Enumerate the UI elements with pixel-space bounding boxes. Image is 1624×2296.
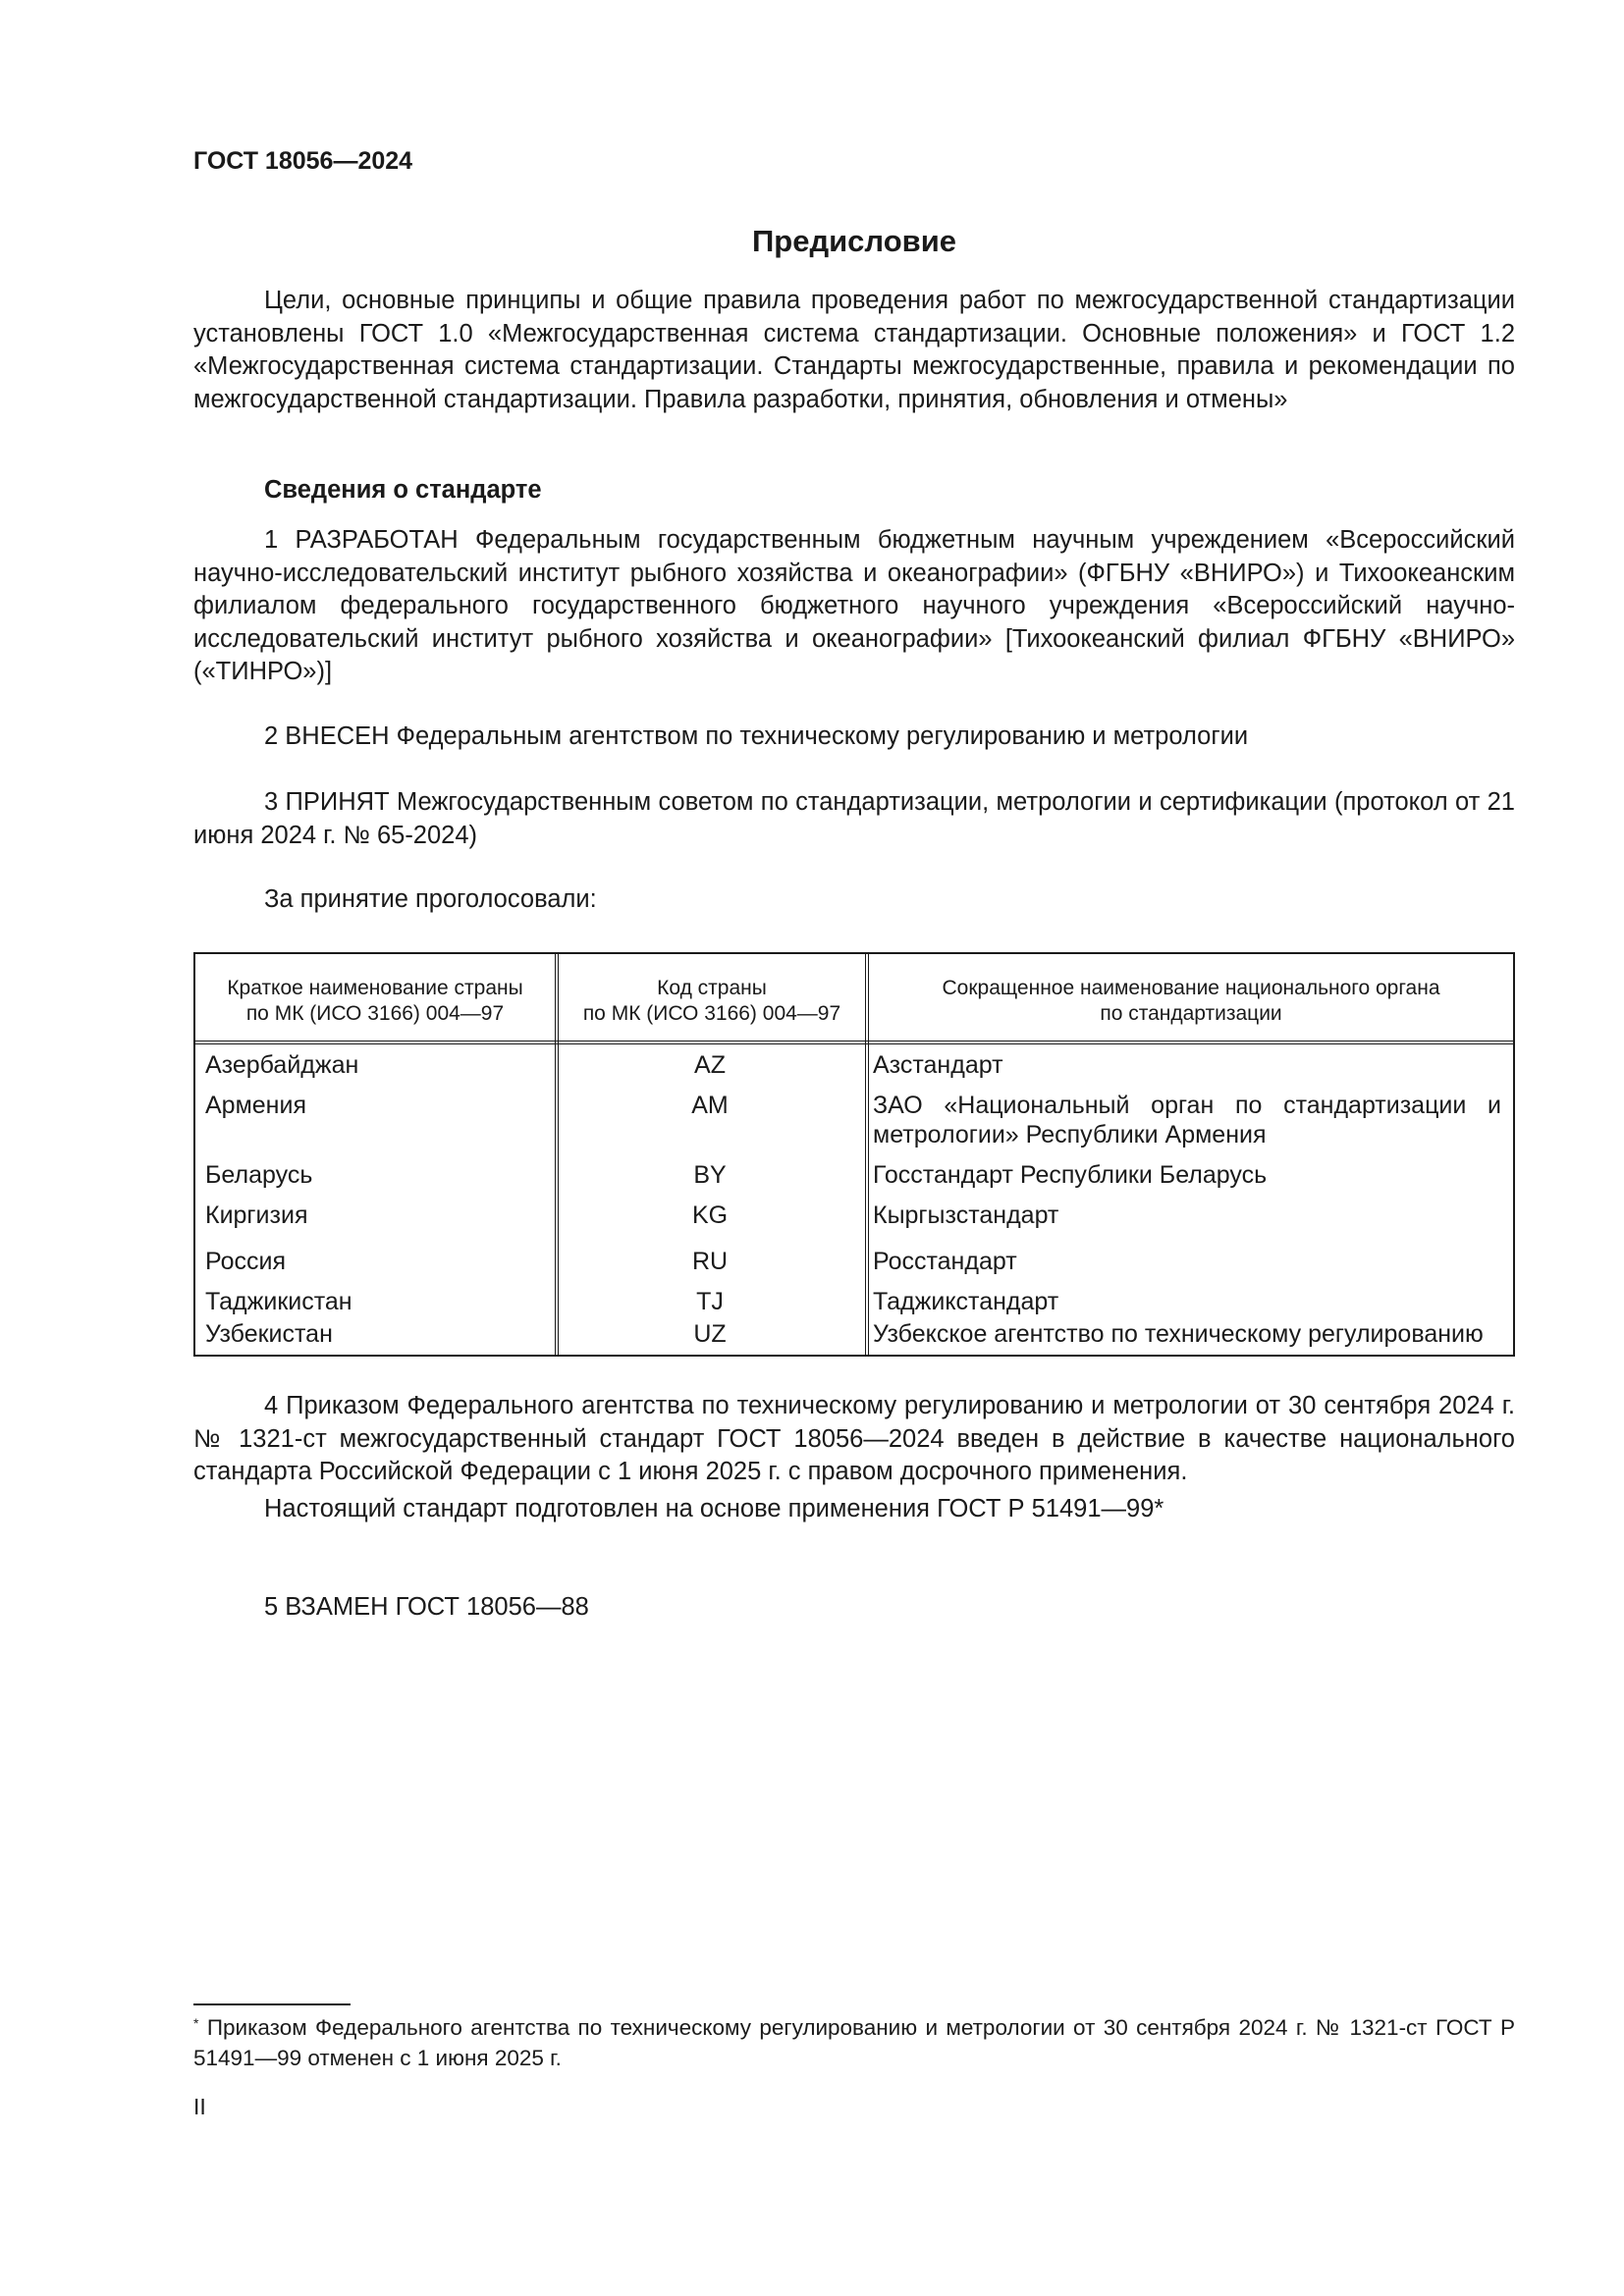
table-cell-country: Азербайджан bbox=[205, 1051, 359, 1079]
footnote bbox=[193, 2012, 1515, 2073]
table-cell-country: Узбекистан bbox=[205, 1320, 333, 1348]
table-cell-code: UZ bbox=[693, 1320, 727, 1348]
table-cell-body: Кыргызстандарт bbox=[873, 1201, 1059, 1229]
voted-label: За принятие проголосовали: bbox=[264, 885, 597, 913]
table-cell-country: Россия bbox=[205, 1248, 286, 1275]
table-cell-body: Госстандарт Республики Беларусь bbox=[873, 1161, 1268, 1189]
footnote-mark: * bbox=[193, 2015, 199, 2031]
voting-table bbox=[193, 952, 1515, 1357]
footnote-divider bbox=[193, 2003, 351, 2005]
intro-paragraph: Цели, основные принципы и общие правила проведения работ по межгосударственной стандартизации установлены ГОСТ 1.0 «Межгосударственная система стандартизации. Основные положения» и ГОСТ 1.2 «Межгосударственная система стандартизации. Стандарты межгосударственные, правила и рекомендации по межгосударственной стандартизации. Правила разработки, принятия, обновления и отмены» bbox=[193, 287, 1515, 413]
table-cell-code: RU bbox=[691, 1248, 729, 1275]
column-header-body: Сокращенное наименование национального органа по стандартизации bbox=[942, 977, 1440, 1025]
table-cell-code: KG bbox=[691, 1201, 729, 1229]
item-3-adopted: 3 ПРИНЯТ Межгосударственным советом по стандартизации, метрологии и сертификации (протокол от 21 июня 2024 г. № 65-2024) bbox=[193, 788, 1515, 849]
table-cell-country: Таджикистан bbox=[205, 1288, 352, 1315]
item-2-submitted: 2 ВНЕСЕН Федеральным агентством по техническому регулированию и метрологии bbox=[264, 722, 1249, 750]
document-header: ГОСТ 18056—2024 bbox=[193, 147, 413, 175]
page-title: Предисловие bbox=[751, 224, 956, 258]
page-number: II bbox=[193, 2094, 206, 2119]
table-cell-code: BY bbox=[693, 1161, 727, 1189]
item-5-replaces: 5 ВЗАМЕН ГОСТ 18056—88 bbox=[264, 1593, 589, 1621]
column-header-code: Код страны по МК (ИСО 3166) 004—97 bbox=[582, 977, 841, 1025]
item-4-order: 4 Приказом Федерального агентства по техническому регулированию и метрологии от 30 сентября 2024 г. № 1321-ст межгосударственный стандарт ГОСТ 18056—2024 введен в действие в качестве национального стандарта Российской Федерации с 1 июня 2025 г. с правом досрочного применения. bbox=[193, 1392, 1515, 1485]
table-cell-body: Азстандарт bbox=[873, 1051, 1003, 1079]
item-4-basis-note: Настоящий стандарт подготовлен на основе применения ГОСТ Р 51491—99* bbox=[264, 1495, 1164, 1522]
table-cell-country: Армения bbox=[205, 1092, 306, 1119]
item-1-developed: 1 РАЗРАБОТАН Федеральным государственным бюджетным научным учреждением «Всероссийский научно-исследовательский институт рыбного хозяйства и океанографии» (ФГБНУ «ВНИРО») и Тихоокеанским филиалом федерального государственного бюджетного научного учреждения «Всероссийский научно-исследовательский институт рыбного хозяйства и океанографии» [Тихоокеанский филиал ФГБНУ «ВНИРО» («ТИНРО»)] bbox=[193, 526, 1515, 685]
footnote-text: Приказом Федерального агентства по техническому регулированию и метрологии от 30 сентября 2024 г. № 1321-ст ГОСТ Р 51491—99 отменен с 1 июня 2025 г. bbox=[193, 2015, 1515, 2070]
header-divider bbox=[195, 1041, 1513, 1044]
table-cell-code: AZ bbox=[694, 1051, 726, 1079]
table-cell-body: Таджикстандарт bbox=[873, 1288, 1059, 1315]
table-cell-code: AM bbox=[691, 1092, 729, 1119]
table-cell-country: Беларусь bbox=[205, 1161, 313, 1189]
table-cell-body: ЗАО «Национальный орган по стандартизации и метрологии» Республики Армения bbox=[873, 1092, 1501, 1148]
table-cell-body: Узбекское агентство по техническому регулированию bbox=[873, 1320, 1484, 1348]
table-cell-country: Киргизия bbox=[205, 1201, 308, 1229]
standard-info-heading: Сведения о стандарте bbox=[264, 476, 542, 504]
table-cell-body: Росстандарт bbox=[873, 1248, 1017, 1275]
table-cell-code: TJ bbox=[696, 1288, 724, 1315]
column-header-country: Краткое наименование страны по МК (ИСО 3166) 004—97 bbox=[227, 977, 523, 1025]
